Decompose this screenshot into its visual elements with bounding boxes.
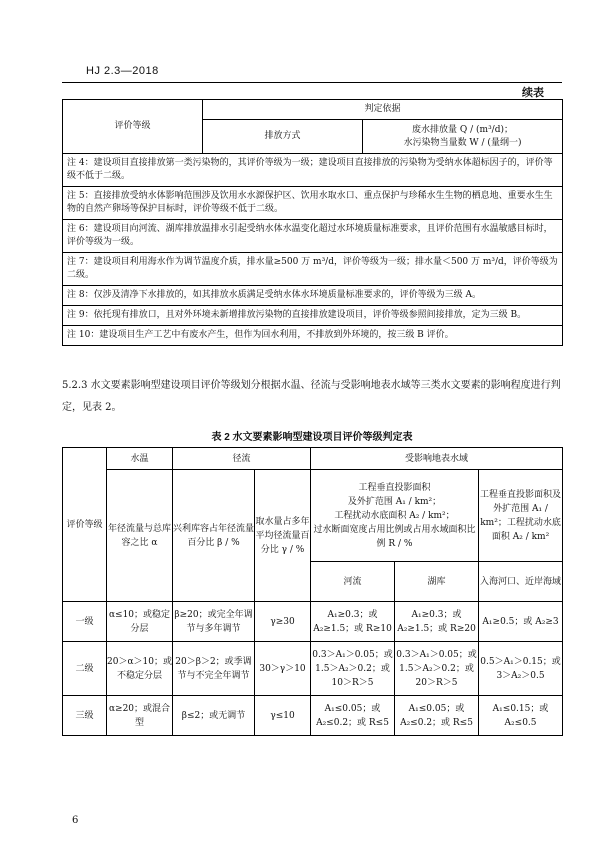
lake-cell: A₁≥0.3；或 A₂≥1.5；或 R≥20 [395, 602, 479, 642]
h-level: 评价等级 [63, 448, 107, 602]
note-9: 注 9：依托现有排放口，且对外环境未新增排放污染物的直接排放建设项目，评价等级参照间接排放，定为三级 B。 [63, 306, 563, 326]
header-rule [62, 82, 562, 83]
coast-cell: A₁≤0.15；或 A₂≤0.5 [479, 696, 563, 736]
h-alpha: 年径流量与总库容之比 α [107, 470, 173, 602]
table-2 [62, 447, 563, 736]
volume-line-1: 废水排放量 Q / (m³/d)； [412, 124, 513, 135]
h-eng-line-1: 工程垂直投影面积 [358, 482, 431, 493]
table-2-caption: 表 2 水文要素影响型建设项目评价等级判定表 [211, 432, 413, 443]
h-river: 河流 [311, 562, 395, 602]
h-water-temp: 水温 [107, 448, 173, 470]
lake-cell: 0.3＞A₁＞0.05；或 1.5＞A₂＞0.2；或 20＞R＞5 [395, 642, 479, 696]
coast-cell: 0.5＞A₁＞0.15；或 3＞A₂＞0.5 [479, 642, 563, 696]
col-discharge-method: 排放方式 [203, 120, 363, 154]
h-eng-line-3: 工程扰动水底面积 A₂ / km²； [334, 510, 455, 521]
gamma-cell: 30＞γ＞10 [255, 642, 311, 696]
level-cell: 三级 [63, 696, 107, 736]
note-7: 注 7：建设项目利用海水作为调节温度介质，排水量≥500 万 m³/d，评价等级为一级；排水量＜500 万 m³/d，评价等级为二级。 [63, 253, 563, 286]
note-4: 注 4：建设项目直接排放第一类污染物的，其评价等级为一级；建设项目直接排放的污染物为受纳水体超标因子的，评价等级不低于二级。 [63, 154, 563, 187]
beta-cell: β≤2；或无调节 [173, 696, 255, 736]
beta-cell: β≥20；或完全年调节与多年调节 [173, 602, 255, 642]
col-discharge-volume [363, 120, 563, 154]
alpha-cell: 20＞α＞10；或不稳定分层 [107, 642, 173, 696]
beta-cell: 20＞β＞2；或季调节与不完全年调节 [173, 642, 255, 696]
alpha-cell: α≥20；或混合型 [107, 696, 173, 736]
volume-line-2: 水污染物当量数 W / (量纲一) [403, 137, 522, 148]
level-cell: 一级 [63, 602, 107, 642]
lake-cell: A₁≤0.05；或 A₂≤0.2；或 R≤5 [395, 696, 479, 736]
note-6: 注 6：建设项目向河流、湖库排放温排水引起受纳水体水温变化超过水环境质量标准要求，且评价范围有水温敏感目标时，评价等级为一级。 [63, 220, 563, 253]
col-basis: 判定依据 [203, 100, 563, 120]
col-eval-level: 评价等级 [63, 100, 203, 154]
h-engineering-area [311, 470, 479, 562]
page-number: 6 [72, 815, 79, 826]
river-cell: 0.3＞A₁＞0.05；或 1.5＞A₂＞0.2；或 10＞R＞5 [311, 642, 395, 696]
note-5: 注 5：直接排放受纳水体影响范围涉及饮用水水源保护区、饮用水取水口、重点保护与珍稀水生生物的栖息地、重要水生生物的自然产卵场等保护目标时，评价等级不低于二级。 [63, 187, 563, 220]
table-row [63, 696, 563, 736]
section-5-2-3: 5.2.3 水文要素影响型建设项目评价等级划分根据水温、径流与受影响地表水域等三类水文要素的影响程度进行判定，见表 2。 [62, 380, 561, 413]
table-1-continued [62, 99, 563, 346]
coast-cell: A₁≥0.5；或 A₂≥3 [479, 602, 563, 642]
h-eng-line-4: 过水断面宽度占用比例或占用水域面积比例 R / % [313, 524, 476, 549]
h-runoff: 径流 [173, 448, 311, 470]
continued-label: 续表 [522, 86, 544, 99]
h-gamma: 取水量占多年平均径流量百分比 γ / % [255, 470, 311, 602]
h-eng-line-2: 及外扩范围 A₁ / km²； [347, 496, 442, 507]
gamma-cell: γ≥30 [255, 602, 311, 642]
table-row [63, 602, 563, 642]
river-cell: A₁≤0.05；或 A₂≤0.2；或 R≤5 [311, 696, 395, 736]
h-affected-area: 受影响地表水域 [311, 448, 563, 470]
note-10: 注 10：建设项目生产工艺中有废水产生，但作为回水利用，不排放到外环境的，按三级 B 评价。 [63, 326, 563, 346]
alpha-cell: α≤10；或稳定分层 [107, 602, 173, 642]
h-lake: 湖库 [395, 562, 479, 602]
h-sea-area: 工程垂直投影面积及外扩范围 A₁ / km²；工程扰动水底面积 A₂ / km² [479, 470, 563, 562]
h-coast: 入海河口、近岸海域 [479, 562, 563, 602]
note-8: 注 8：仅涉及清净下水排放的，如其排放水质满足受纳水体水环境质量标准要求的，评价等级为三级 A。 [63, 286, 563, 306]
level-cell: 二级 [63, 642, 107, 696]
river-cell: A₁≥0.3；或 A₂≥1.5；或 R≥10 [311, 602, 395, 642]
doc-code: HJ 2.3—2018 [86, 65, 159, 77]
h-beta: 兴利库容占年径流量百分比 β / % [173, 470, 255, 602]
gamma-cell: γ≤10 [255, 696, 311, 736]
table-row [63, 642, 563, 696]
